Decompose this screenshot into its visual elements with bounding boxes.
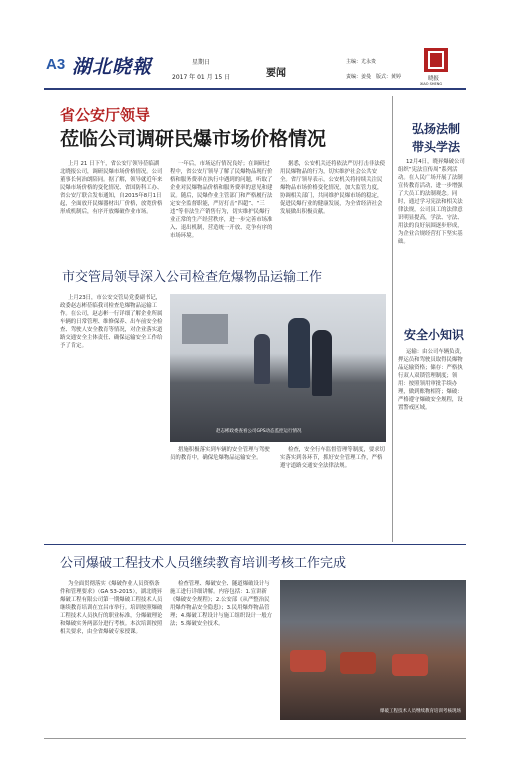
story2-photo [170, 294, 386, 442]
sidebar-headline-2: 带头学法 [412, 140, 461, 154]
paper-name: 湖北晓報 [72, 56, 153, 78]
footer-rule [44, 738, 466, 739]
story3-headline: 公司爆破工程技术人员继续教育培训考核工作完成 [60, 556, 347, 571]
sidebar-divider [392, 96, 393, 542]
section-name: 要闻 [266, 68, 286, 79]
story3-caption: 爆破工程技术人员继续教育培训考核现场 [380, 709, 461, 714]
issue-date: 2017 年 01 月 15 日 [172, 74, 231, 81]
newspaper-logo [424, 48, 448, 72]
sidebar-body: 12月4日，晓昇爆破公司组织“宪法宣传周”系列活动。在人民广场开展了法制宣传教育活动，进一步增强了大员工的法制观念。同时，通过学习宪法和相关法律法规，公司员工的法律意识明显提高，学法、守法、用法的良好氛围逐步形成，为企业合规经营打下坚实基础。 [398, 159, 465, 245]
sidebar-headline-1: 弘扬法制 [412, 122, 461, 136]
logo-text: 晓报 [428, 76, 440, 82]
story2-col1: 上月23日，市公安交管局党委副书记，政委赵志彬莅临我司检查危爆物品运输工作。在公司，赵志彬一行详细了解企业所属车辆的日常管理、维修保养、出车前安全检查、驾驶人安全教育等情况，对企业落实道路交通安全主体责任、确保运输安全工作给予了肯定。 [60, 295, 163, 349]
story3-rule [44, 544, 466, 545]
story3-col2: 检查管理、爆破安全、隧道爆破设计与施工进行详细讲解。内容包括：1.宣讲新《爆破安全规程》；2.公安部《从严整治民用爆炸物品安全隐患》；3.民用爆炸物品管理；4.爆破工程设计与施工组织设计一般方法；5.爆破安全技术。 [170, 581, 273, 627]
story2-caption: 赵志彬政委查看公司GPS动态监控运行情况 [216, 429, 302, 434]
editors: 责编：姜曼 版式：黄婷 [346, 74, 402, 80]
story1-col3: 据悉，公安机关还将依法严厉打击非法使用民爆物品的行为，切实维护社会公共安全。省厅领导表示，公安机关将持续关注民爆物品市场价格变化情况，加大监管力度，协调相关部门，共同维护民爆市场的稳定，促进民爆行业的健康发展，为全省经济社会发展做出积极贡献。 [280, 161, 386, 215]
story1-headline: 莅临公司调研民爆市场价格情况 [60, 128, 327, 150]
masthead-rule [44, 88, 466, 90]
story2-headline: 市交管局领导深入公司检查危爆物品运输工作 [62, 270, 323, 285]
masthead [0, 0, 517, 100]
story1-col1: 上月 21 日下午，省公安厅领导莅临湖北晓报公司，调研民爆市场价格情况。公司董事长何治朗陪同。据了解，领导就近年来民爆市场价格的变化情况、省国防科工办、省公安厅联合发布通知，自2015年8月1日起，全面放开民爆器材出厂价格，放宽价格形成机制后，有序开放爆破作业市场。 [60, 161, 163, 215]
story2-col3: 措施积极落实到车辆的安全管理与驾驶员的教育中，确保危爆物品运输安全。 [170, 447, 270, 461]
sidebar-tips: 运输：由公司车辆负责，押运员和驾驶员取得民爆物品运输资格；储存：严格执行双人双锁管理制度；领用：按照领用审批手续办理，做到账物相符；爆破：严格遵守爆破安全规程，设置警戒区域。 [398, 349, 466, 411]
logo-sub: XIAO SHENG [420, 82, 443, 86]
story2-col4: 检查，安全行车监督管理等制度，要求切实落实到各环节，抓好安全管理工作，严格遵守道路交通安全法律法规。 [280, 447, 386, 469]
weekday: 星期日 [192, 59, 211, 66]
story1-col2: 一年后，市场运行情况良好；在调研过程中，省公安厅领导了解了民爆物品现行价格和服务费率在执行中遇到的问题，听取了企业对民爆物品价格和服务费率的意见和建议。随后，民爆作业主管部门和严格履行法定安全监督职能，严厉打击“四超”、“三违”等非法生产销售行为，切实维护民爆行业正常的生产经营秩序，进一步完善市场准入、退出机制，营造统一开放、竞争有序的市场环境。 [170, 161, 273, 239]
chief-editor: 主编：尤永贵 [346, 59, 377, 65]
page-number: A3 [46, 56, 66, 73]
story1-kicker: 省公安厅领导 [60, 106, 151, 124]
sidebar-tips-headline: 安全小知识 [404, 328, 465, 342]
story3-photo [280, 580, 466, 720]
story3-col1: 为全面贯彻落实《爆破作业人员资格条件和管理要求》（GA 53-2015），湖北晓昇爆破工程有限公司第一期爆破工程技术人员继续教育培训在宜昌市举行。培训按照爆破工程技术人员执行的职业标准，分爆破理论和爆破实务两部分进行考核。本次培训按照相关要求，由全省爆破专家授课。 [60, 581, 163, 635]
